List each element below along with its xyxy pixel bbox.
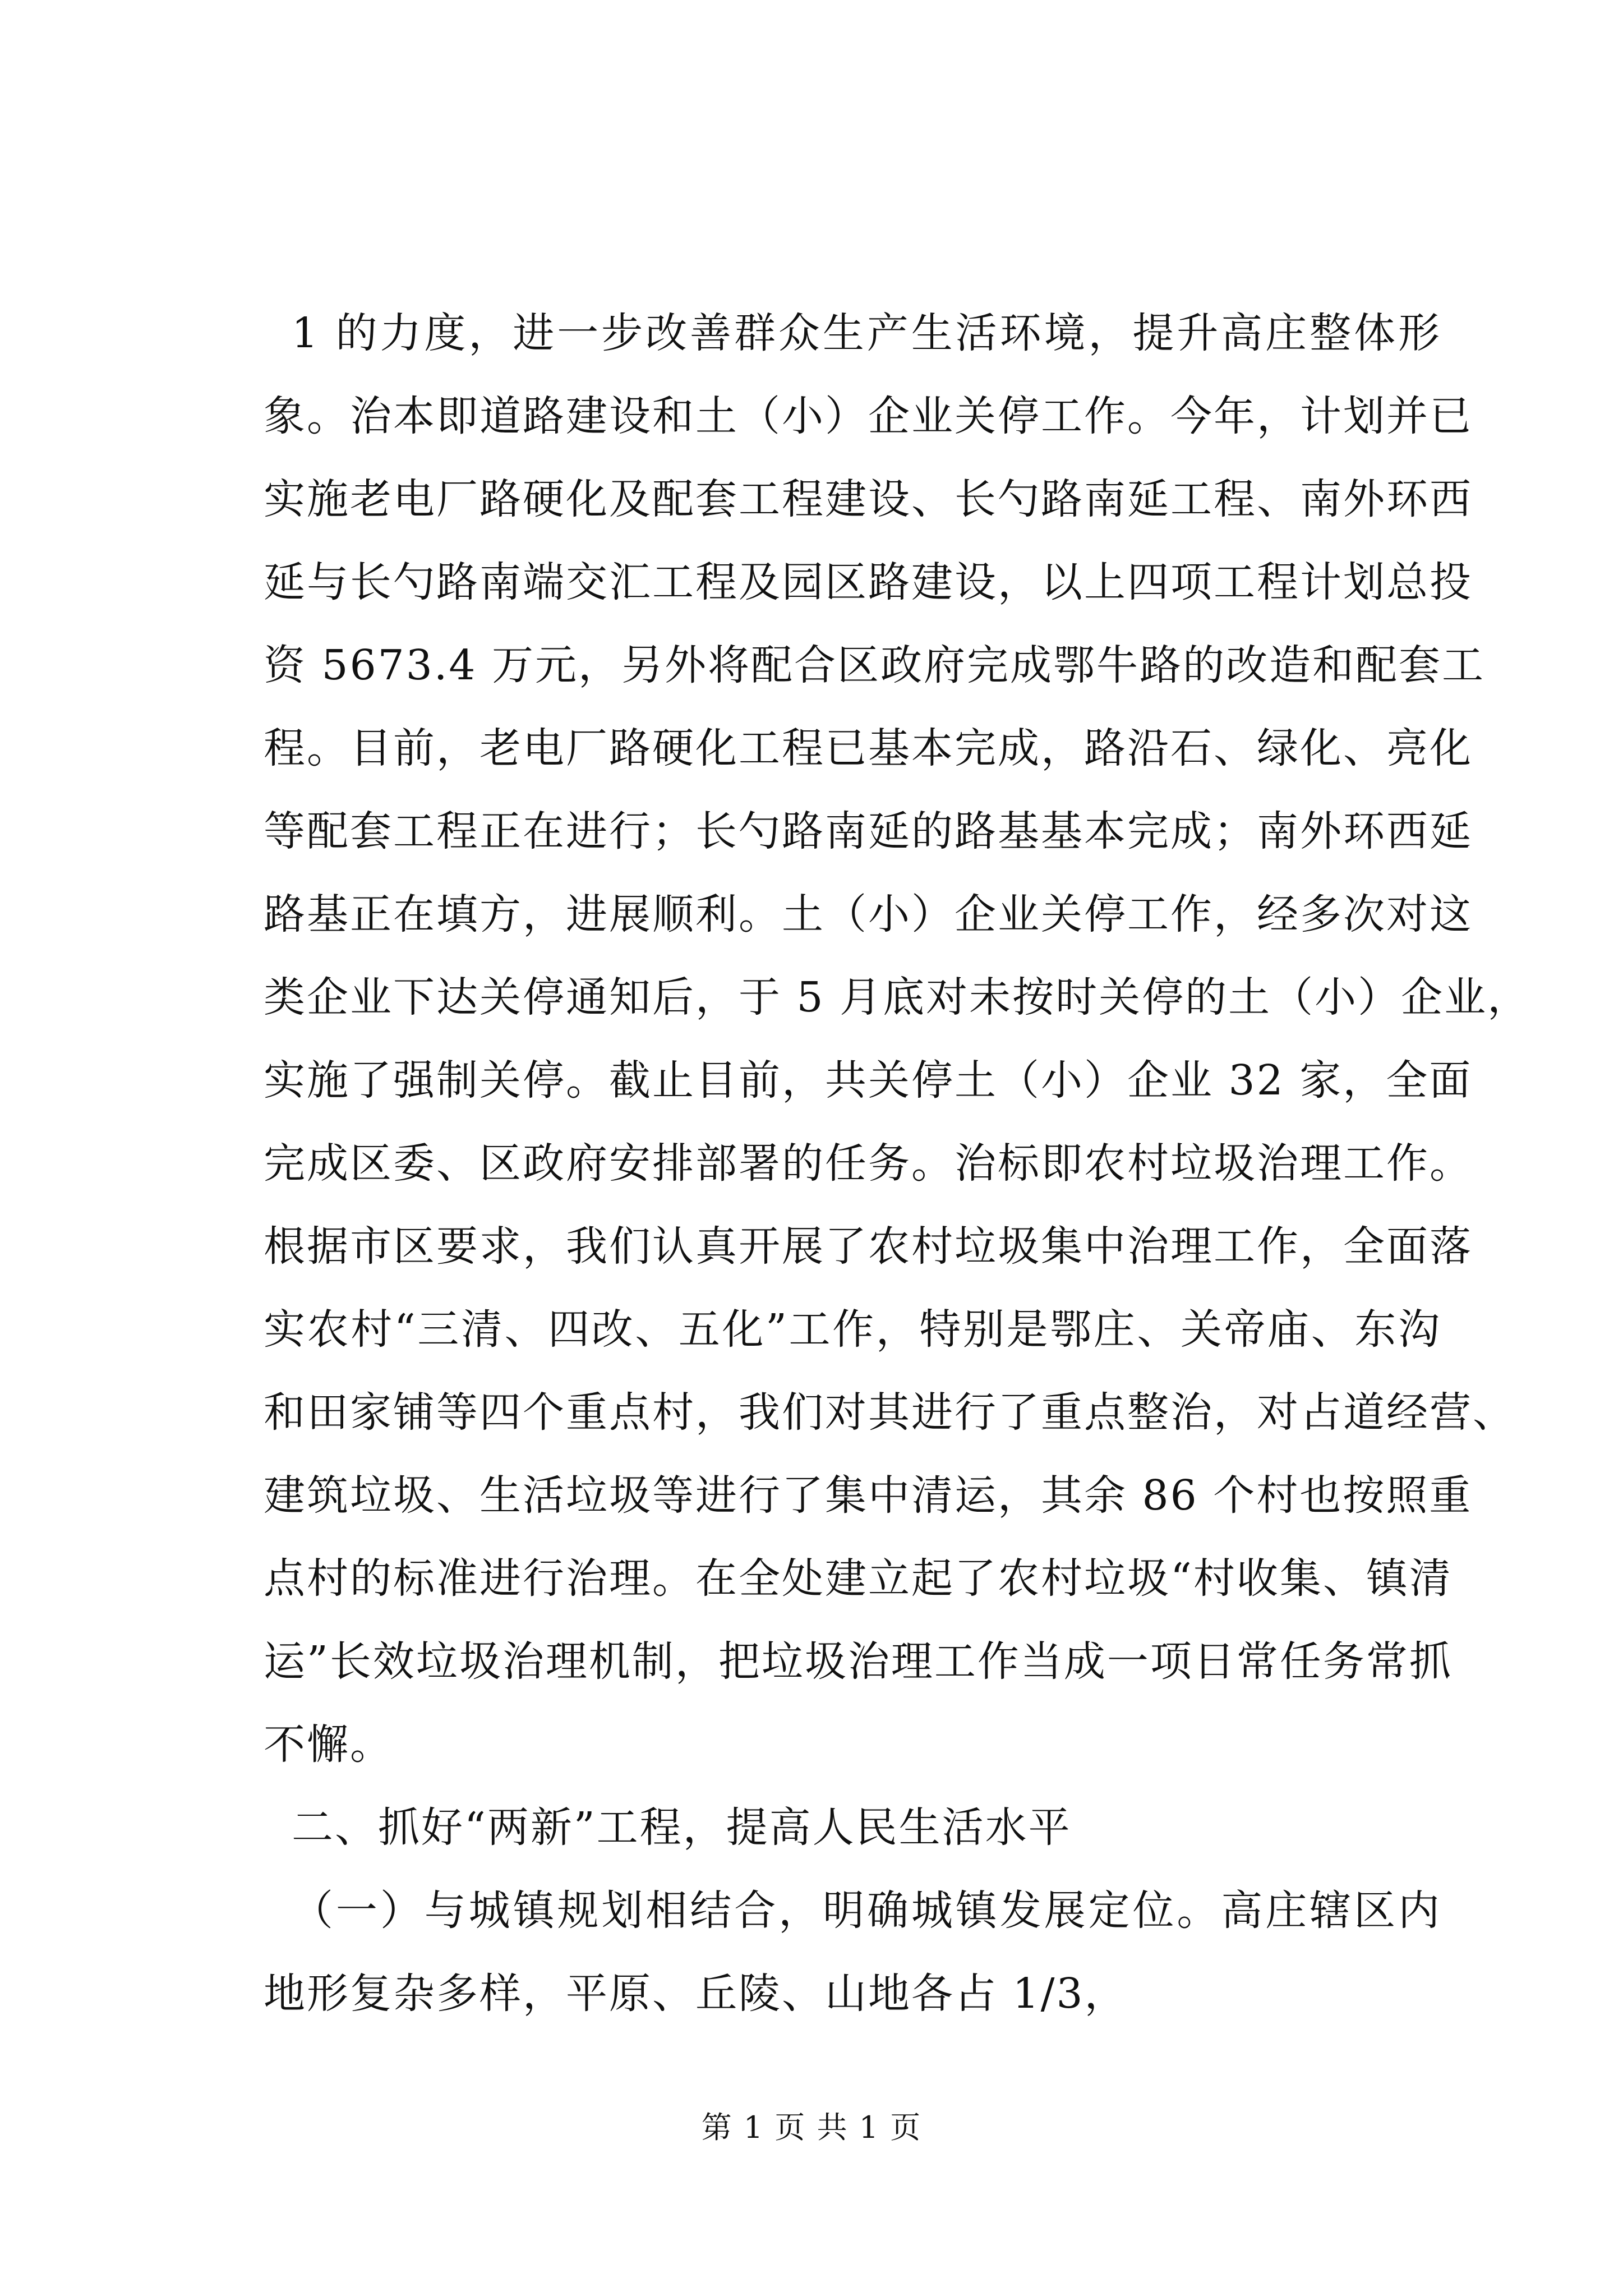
text-line: 实农村“三清、四改、五化”工作，特别是鄂庄、关帝庙、东沟 (264, 1305, 1441, 1354)
text-line: 建筑垃圾、生活垃圾等进行了集中清运，其余 86 个村也按照重 (264, 1471, 1473, 1520)
text-line: 和田家铺等四个重点村，我们对其进行了重点整治，对占道经营、 (264, 1388, 1516, 1437)
text-line: 象。治本即道路建设和土（小）企业关停工作。今年，计划并已 (264, 392, 1473, 440)
text-line: 资 5673.4 万元，另外将配合区政府完成鄂牛路的改造和配套工 (264, 641, 1485, 689)
page-footer: 第 1 页 共 1 页 (701, 2110, 922, 2145)
text-line: 路基正在填方，进展顺利。土（小）企业关停工作，经多次对这 (264, 890, 1473, 938)
text-line: 程。目前，老电厂路硬化工程已基本完成，路沿石、绿化、亮化 (264, 724, 1473, 772)
text-line: 不懈。 (264, 1720, 393, 1769)
text-line: 根据市区要求，我们认真开展了农村垃圾集中治理工作，全面落 (264, 1222, 1473, 1271)
text-line: 类企业下达关停通知后，于 5 月底对未按时关停的土（小）企业， (264, 973, 1531, 1022)
section-heading: 二、抓好“两新”工程，提高人民生活水平 (292, 1803, 1072, 1852)
text-line: 延与长勺路南端交汇工程及园区路建设，以上四项工程计划总投 (264, 558, 1473, 606)
text-line: 1 的力度，进一步改善群众生产生活环境，提升高庄整体形 (292, 309, 1441, 357)
text-line: 运”长效垃圾治理机制，把垃圾治理工作当成一项日常任务常抓 (264, 1637, 1453, 1686)
text-line: 点村的标准进行治理。在全处建立起了农村垃圾“村收集、镇清 (264, 1554, 1453, 1603)
text-line: 地形复杂多样，平原、丘陵、山地各占 1/3， (264, 1970, 1128, 2018)
text-line: （一）与城镇规划相结合，明确城镇发展定位。高庄辖区内 (292, 1887, 1441, 1935)
text-line: 实施老电厂路硬化及配套工程建设、长勺路南延工程、南外环西 (264, 475, 1473, 523)
document-body (264, 292, 1531, 2035)
text-line: 实施了强制关停。截止目前，共关停土（小）企业 32 家，全面 (264, 1056, 1473, 1105)
text-line: 完成区委、区政府安排部署的任务。治标即农村垃圾治理工作。 (264, 1139, 1473, 1188)
text-line: 等配套工程正在进行；长勺路南延的路基基本完成；南外环西延 (264, 807, 1473, 855)
